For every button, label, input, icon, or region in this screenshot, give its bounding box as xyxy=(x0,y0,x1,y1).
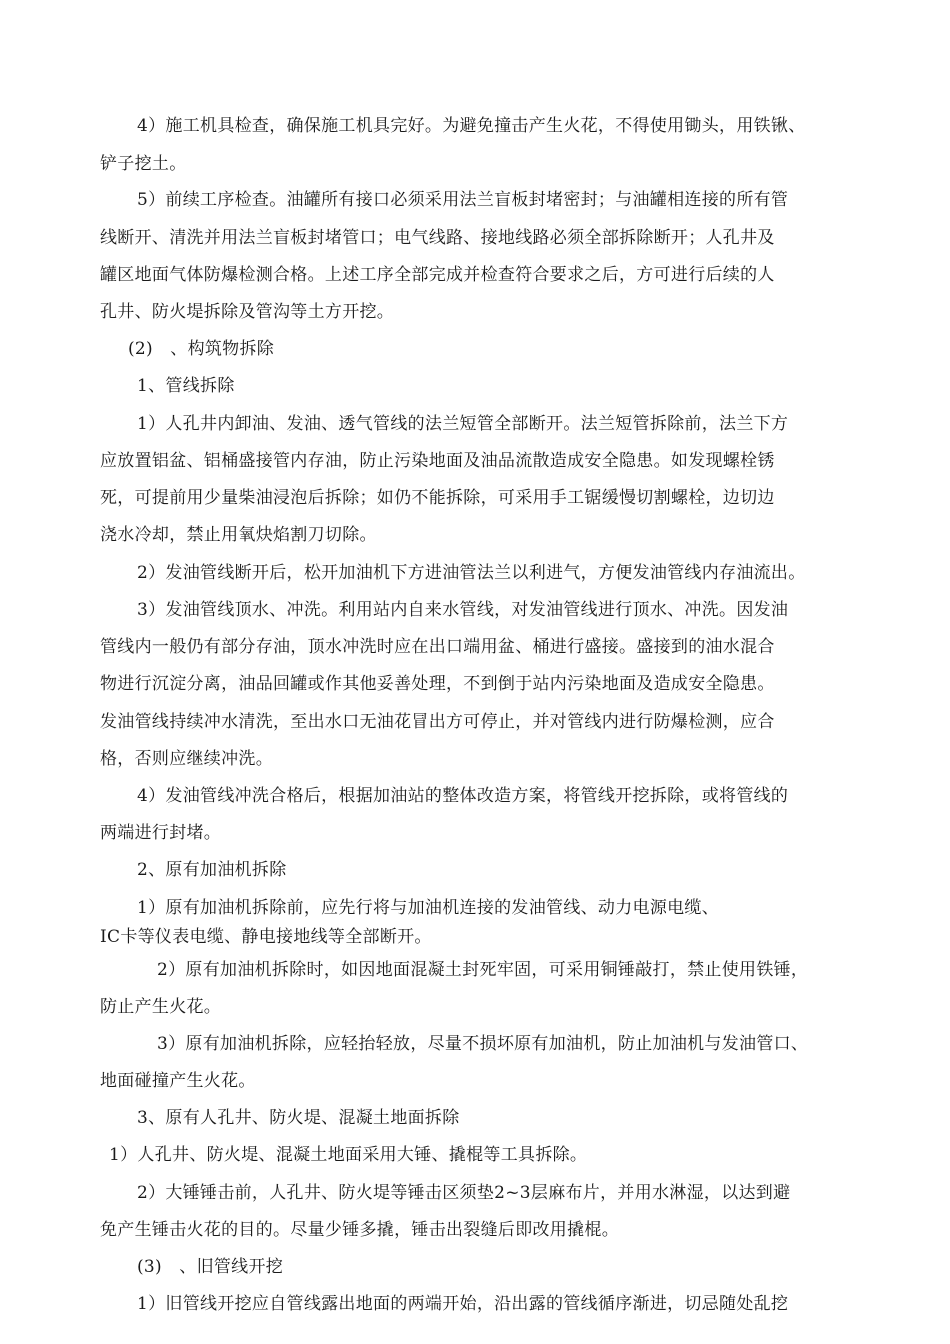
text-line: 线断开、清洗并用法兰盲板封堵管口；电气线路、接地线路必须全部拆除断开；人孔井及 xyxy=(100,228,775,248)
text-line: IC卡等仪表电缆、静电接地线等全部断开。 xyxy=(100,927,432,947)
subsection-heading: 1、管线拆除 xyxy=(137,376,235,396)
text-line: 浇水冷却，禁止用氧炔焰割刀切除。 xyxy=(100,525,377,545)
text-line: 4）施工机具检查，确保施工机具完好。为避免撞击产生火花，不得使用锄头，用铁锹、 xyxy=(137,116,806,136)
text-line: 3）原有加油机拆除，应轻抬轻放，尽量不损坏原有加油机，防止加油机与发油管口、 xyxy=(157,1034,809,1054)
text-line: 地面碰撞产生火花。 xyxy=(100,1071,256,1091)
text-line: 2）大锤锤击前，人孔井、防火堤等锤击区须垫2~3层麻布片，并用水淋湿，以达到避 xyxy=(137,1183,791,1203)
section-heading: (2) 、构筑物拆除 xyxy=(128,339,275,359)
text-line: 5）前续工序检查。油罐所有接口必须采用法兰盲板封堵密封；与油罐相连接的所有管 xyxy=(137,190,789,210)
text-line: 物进行沉淀分离，油品回罐或作其他妥善处理，不到倒于站内污染地面及造成安全隐患。 xyxy=(100,674,775,694)
text-line: 1）原有加油机拆除前，应先行将与加油机连接的发油管线、动力电源电缆、 xyxy=(137,898,720,918)
text-line: 1）人孔井内卸油、发油、透气管线的法兰短管全部断开。法兰短管拆除前，法兰下方 xyxy=(137,414,789,434)
text-line: 3）发油管线顶水、冲洗。利用站内自来水管线，对发油管线进行顶水、冲洗。因发油 xyxy=(137,600,789,620)
text-line: 1）旧管线开挖应自管线露出地面的两端开始，沿出露的管线循序渐进，切忌随处乱挖 xyxy=(137,1294,789,1314)
text-line: 2）发油管线断开后，松开加油机下方进油管法兰以利进气，方便发油管线内存油流出。 xyxy=(137,563,806,583)
text-line: 铲子挖土。 xyxy=(100,154,187,174)
text-line: 防止产生火花。 xyxy=(100,997,222,1017)
text-line: 1）人孔井、防火堤、混凝土地面采用大锤、撬棍等工具拆除。 xyxy=(109,1145,588,1165)
text-line: 发油管线持续冲水清洗，至出水口无油花冒出方可停止，并对管线内进行防爆检测，应合 xyxy=(100,712,775,732)
text-line: 两端进行封堵。 xyxy=(100,823,222,843)
text-line: 孔井、防火堤拆除及管沟等土方开挖。 xyxy=(100,302,395,322)
text-line: 4）发油管线冲洗合格后，根据加油站的整体改造方案，将管线开挖拆除，或将管线的 xyxy=(137,786,789,806)
text-line: 管线内一般仍有部分存油，顶水冲洗时应在出口端用盆、桶进行盛接。盛接到的油水混合 xyxy=(100,637,775,657)
section-heading: (3) 、旧管线开挖 xyxy=(137,1257,284,1277)
subsection-heading: 2、原有加油机拆除 xyxy=(137,860,287,880)
subsection-heading: 3、原有人孔井、防火堤、混凝土地面拆除 xyxy=(137,1108,460,1128)
text-line: 免产生锤击火花的目的。尽量少锤多撬，锤击出裂缝后即改用撬棍。 xyxy=(100,1220,619,1240)
text-line: 罐区地面气体防爆检测合格。上述工序全部完成并检查符合要求之后，方可进行后续的人 xyxy=(100,265,775,285)
text-line: 死，可提前用少量柴油浸泡后拆除；如仍不能拆除，可采用手工锯缓慢切割螺栓，边切边 xyxy=(100,488,775,508)
text-line: 应放置铝盆、铝桶盛接管内存油，防止污染地面及油品流散造成安全隐患。如发现螺栓锈 xyxy=(100,451,775,471)
text-line: 格，否则应继续冲洗。 xyxy=(100,749,273,769)
text-line: 2）原有加油机拆除时，如因地面混凝土封死牢固，可采用铜锤敲打，禁止使用铁锤， xyxy=(157,960,809,980)
